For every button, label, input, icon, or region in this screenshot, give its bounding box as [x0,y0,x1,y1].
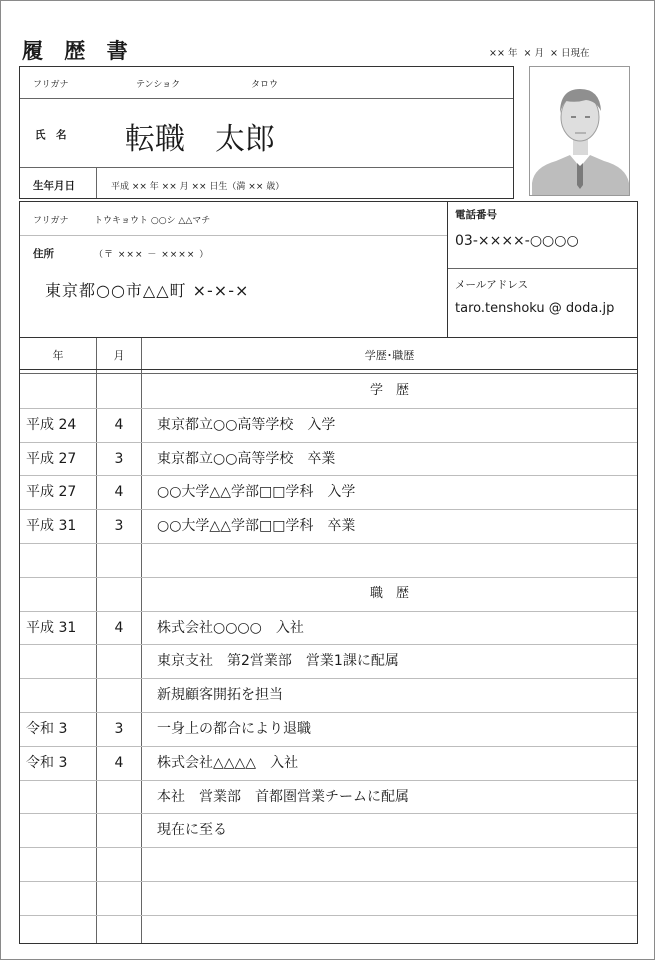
address-value: 東京都○○市△△町 ×-×-× [45,281,250,300]
photo-frame [529,66,630,196]
furigana-given: タロウ [251,80,279,90]
divider [141,338,142,943]
row-month: 3 [114,450,124,467]
email-value: taro.tenshoku @ doda.jp [455,301,615,316]
row-year: 平成 24 [26,416,77,433]
date-day: × 日現在 [550,48,590,59]
row-year: 平成 27 [26,450,77,467]
date-month: × 月 [523,48,544,59]
divider [20,167,513,168]
row-year: 平成 27 [26,484,77,501]
row-detail: 新規顧客開拓を担当 [157,687,283,704]
row-month [97,780,141,814]
row-month: 3 [114,518,124,535]
divider [20,235,447,236]
address-furigana-value: トウキョウト ○○シ △△マチ [94,216,211,226]
person-photo-icon [530,67,630,196]
name-label: 氏 名 [35,129,67,141]
row-year: 令和 3 [26,721,68,737]
row-month: 4 [114,484,124,501]
row-month [97,881,141,915]
birth-value: 平成 ×× 年 ×× 月 ×× 日生（満 ×× 歳） [111,182,285,192]
phone-label: 電話番号 [455,209,497,221]
row-month: 4 [114,754,124,771]
row-month [97,577,141,611]
divider [447,202,448,337]
birth-label: 生年月日 [33,180,75,192]
email-label: メールアドレス [455,279,528,291]
row-detail: 東京都立○○高等学校 卒業 [157,450,336,467]
row-month [97,644,141,678]
row-detail: 本社 営業部 首都圏営業チームに配属 [157,788,409,805]
column-month: 月 [113,349,125,362]
row-month: 3 [114,721,124,737]
row-detail: 株式会社△△△△ 入社 [157,754,299,771]
full-name: 転職 太郎 [125,122,275,157]
postal-code: （〒 ××× － ×××× ） [94,250,210,260]
row-month [97,374,141,408]
row-month [97,847,141,881]
row-month [97,915,141,949]
row-detail: 株式会社○○○○ 入社 [157,619,304,636]
row-year: 平成 31 [26,518,77,535]
divider [20,369,637,370]
phone-value: 03-××××-○○○○ [455,233,579,249]
as-of-date [489,45,592,59]
row-detail: ○○大学△△学部□□学科 卒業 [157,518,356,535]
row-year: 令和 3 [26,754,68,771]
column-year: 年 [52,349,64,362]
row-month: 4 [114,619,124,636]
row-detail: 一身上の都合により退職 [157,721,311,737]
address-label: 住所 [33,248,54,260]
row-year: 平成 31 [26,619,77,636]
row-detail: 東京都立○○高等学校 入学 [157,416,336,433]
row-month: 4 [114,416,124,433]
divider [20,98,513,99]
address-furigana-label: フリガナ [33,216,69,226]
divider [448,268,637,269]
furigana-label: フリガナ [33,80,69,90]
row-month [97,813,141,847]
row-month [97,678,141,712]
row-detail: 東京支社 第2営業部 営業1課に配属 [157,653,399,670]
date-year: ×× 年 [489,48,518,59]
section-heading: 職 歴 [369,585,409,601]
column-detail: 学歴･職歴 [364,349,415,362]
row-month [97,543,141,577]
furigana-family: テンショク [136,80,181,90]
row-detail: ○○大学△△学部□□学科 入学 [157,484,356,501]
document-title: 履 歴 書 [22,39,135,63]
row-detail: 現在に至る [157,822,227,839]
divider [96,168,97,198]
section-heading: 学 歴 [369,383,409,398]
